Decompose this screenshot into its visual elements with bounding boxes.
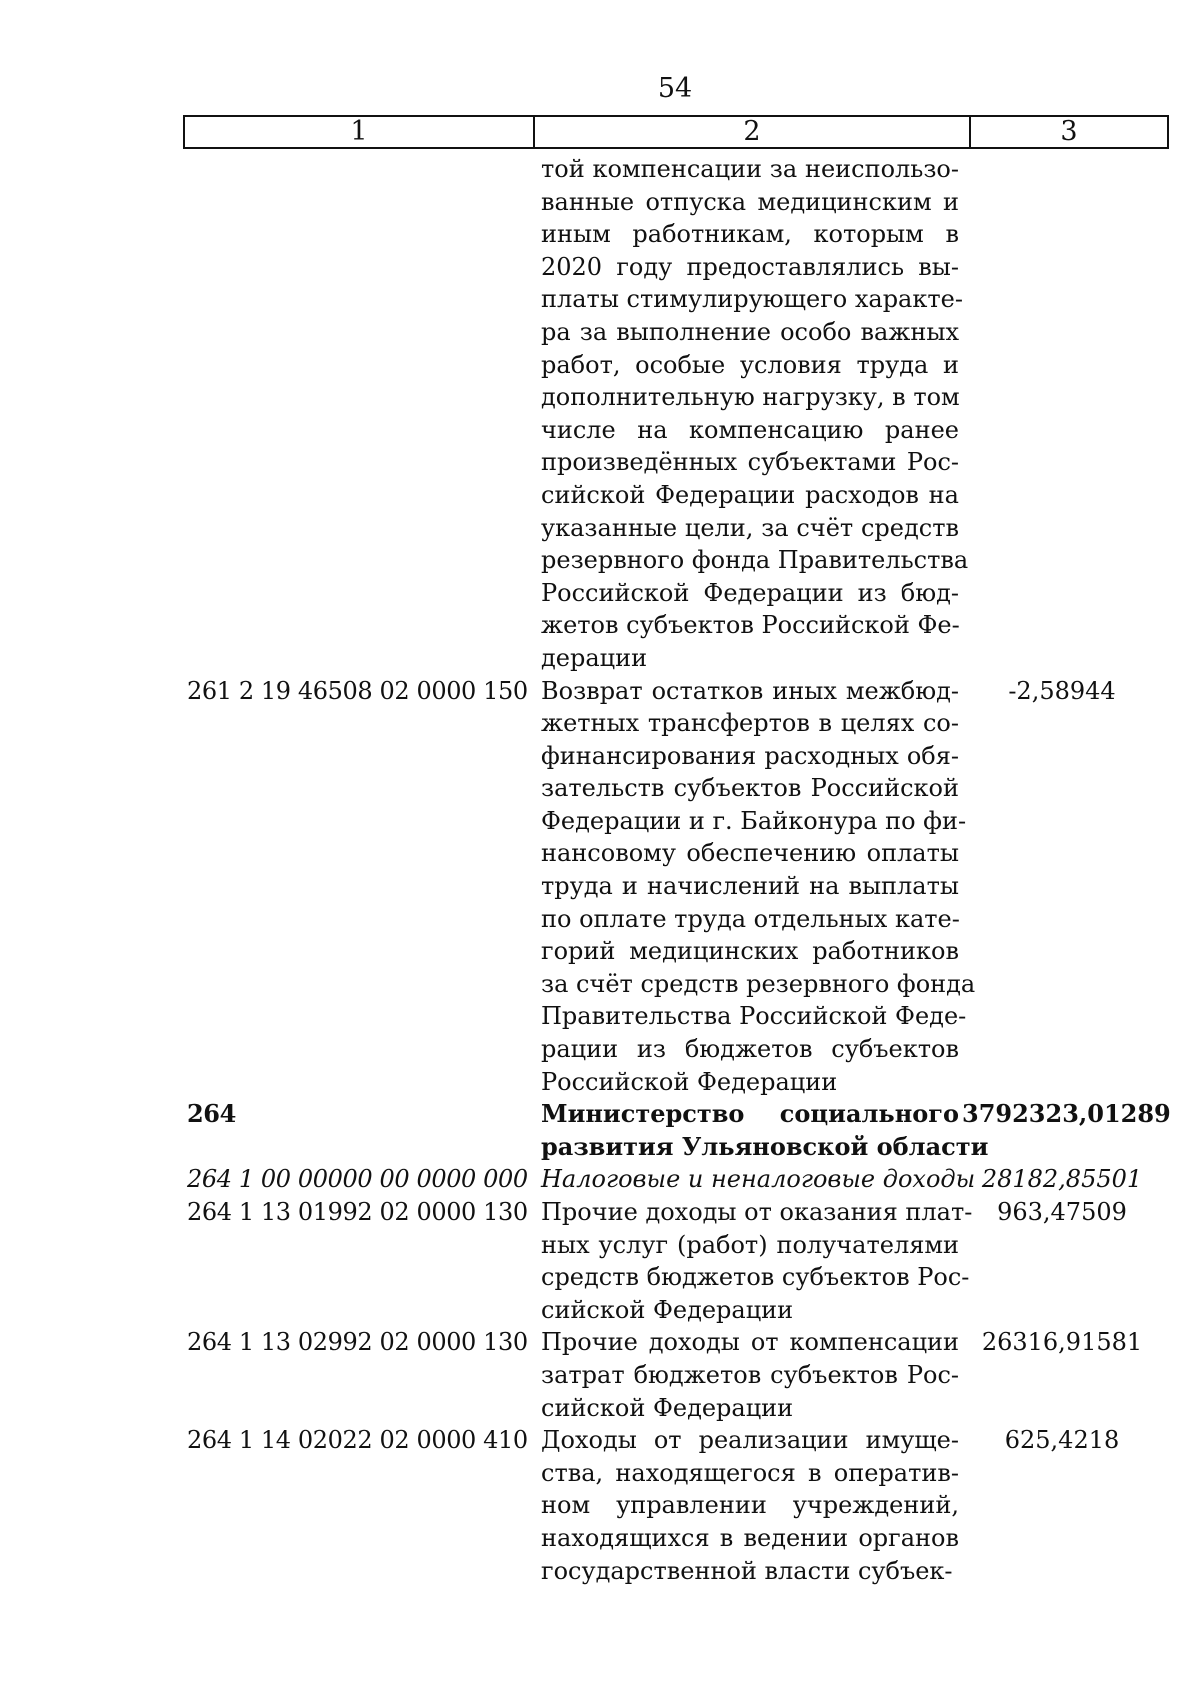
- description-line: Министерство социального: [541, 1099, 959, 1129]
- description-line: произведённых субъектами Рос-: [541, 448, 959, 477]
- description-line: Прочие доходы от оказания плат-: [541, 1198, 973, 1226]
- description-line: ства, находящегося в оператив-: [541, 1458, 959, 1487]
- row-code: 264: [187, 1099, 236, 1129]
- row-code: 264 1 13 02992 02 0000 130: [187, 1328, 528, 1357]
- description-line: числе на компенсацию ранее: [541, 415, 959, 444]
- description-line: Налоговые и неналоговые доходы: [541, 1165, 976, 1194]
- description-line: Прочие доходы от компенсации: [541, 1328, 959, 1357]
- description-line: государственной власти субъек-: [541, 1556, 953, 1585]
- row-code: 264 1 00 00000 00 0000 000: [187, 1165, 528, 1194]
- description-line: дерации: [541, 643, 648, 672]
- description-line: рации из бюджетов субъектов: [541, 1035, 959, 1064]
- row-amount: 963,47509: [997, 1198, 1127, 1226]
- table-row: [0, 1196, 1200, 1326]
- description-line: дополнительную нагрузку, в том: [541, 383, 960, 412]
- description-line: за счёт средств резервного фонда: [541, 969, 976, 998]
- description-line: Российской Федерации из бюд-: [541, 578, 959, 607]
- description-line: 2020 году предоставлялись вы-: [541, 252, 959, 281]
- row-description: [541, 1326, 959, 1424]
- description-line: ных услуг (работ) получателями: [541, 1230, 959, 1259]
- description-line: затрат бюджетов субъектов Рос-: [541, 1360, 959, 1389]
- description-line: ванные отпуска медицинским и: [541, 187, 959, 216]
- description-line: по оплате труда отдельных кате-: [541, 904, 960, 933]
- row-description: [541, 675, 976, 1099]
- description-line: сийской Федерации: [541, 1393, 794, 1422]
- row-amount: 625,4218: [1004, 1426, 1120, 1455]
- row-amount: 26316,91581: [981, 1328, 1143, 1357]
- description-line: развития Ульяновской области: [541, 1131, 989, 1161]
- table-row: [0, 153, 1200, 675]
- row-description: [541, 1098, 989, 1163]
- row-amount: 28182,85501: [981, 1165, 1143, 1194]
- table-row: [0, 1098, 1200, 1163]
- row-code: 264 1 13 01992 02 0000 130: [187, 1198, 528, 1226]
- header-column-1: 1: [185, 117, 535, 147]
- page-number: 54: [657, 73, 693, 104]
- description-line: Возврат остатков иных межбюд-: [541, 676, 959, 705]
- description-line: платы стимулирующего характе-: [541, 285, 963, 314]
- description-line: иным работникам, которым в: [541, 220, 959, 249]
- row-amount: 3792323,01289: [962, 1099, 1171, 1129]
- description-line: Федерации и г. Байконура по фи-: [541, 806, 967, 835]
- table-row: [0, 1424, 1200, 1587]
- row-description: [541, 153, 969, 675]
- table-header: [183, 115, 1169, 149]
- description-line: Российской Федерации: [541, 1067, 838, 1096]
- description-line: находящихся в ведении органов: [541, 1523, 959, 1552]
- table-row: [0, 1163, 1200, 1196]
- description-line: резервного фонда Правительства: [541, 546, 969, 575]
- description-line: Доходы от реализации имуще-: [541, 1426, 959, 1455]
- row-description: [541, 1424, 959, 1587]
- table-body: [0, 153, 1200, 1587]
- row-description: [541, 1163, 976, 1196]
- row-code: 261 2 19 46508 02 0000 150: [187, 676, 528, 705]
- table-row: [0, 675, 1200, 1099]
- row-description: [541, 1196, 973, 1326]
- description-line: указанные цели, за счёт средств: [541, 513, 959, 542]
- header-column-2: 2: [535, 117, 971, 147]
- description-line: Правительства Российской Феде-: [541, 1002, 967, 1031]
- table-row: [0, 1326, 1200, 1424]
- description-line: работ, особые условия труда и: [541, 350, 959, 379]
- description-line: той компенсации за неиспользо-: [541, 155, 959, 183]
- description-line: жетов субъектов Российской Фе-: [541, 611, 960, 640]
- description-line: финансирования расходных обя-: [541, 741, 959, 770]
- header-column-3: 3: [1060, 116, 1078, 147]
- description-line: сийской Федерации расходов на: [541, 480, 959, 509]
- description-line: сийской Федерации: [541, 1295, 794, 1324]
- description-line: труда и начислений на выплаты: [541, 872, 959, 901]
- description-line: средств бюджетов субъектов Рос-: [541, 1263, 970, 1292]
- row-amount: -2,58944: [1008, 676, 1116, 705]
- description-line: ра за выполнение особо важных: [541, 317, 959, 346]
- description-line: жетных трансфертов в целях со-: [541, 709, 959, 738]
- description-line: нансовому обеспечению оплаты: [541, 839, 959, 868]
- description-line: зательств субъектов Российской: [541, 774, 959, 803]
- description-line: ном управлении учреждений,: [541, 1491, 959, 1520]
- row-code: 264 1 14 02022 02 0000 410: [187, 1426, 528, 1455]
- description-line: горий медицинских работников: [541, 937, 959, 966]
